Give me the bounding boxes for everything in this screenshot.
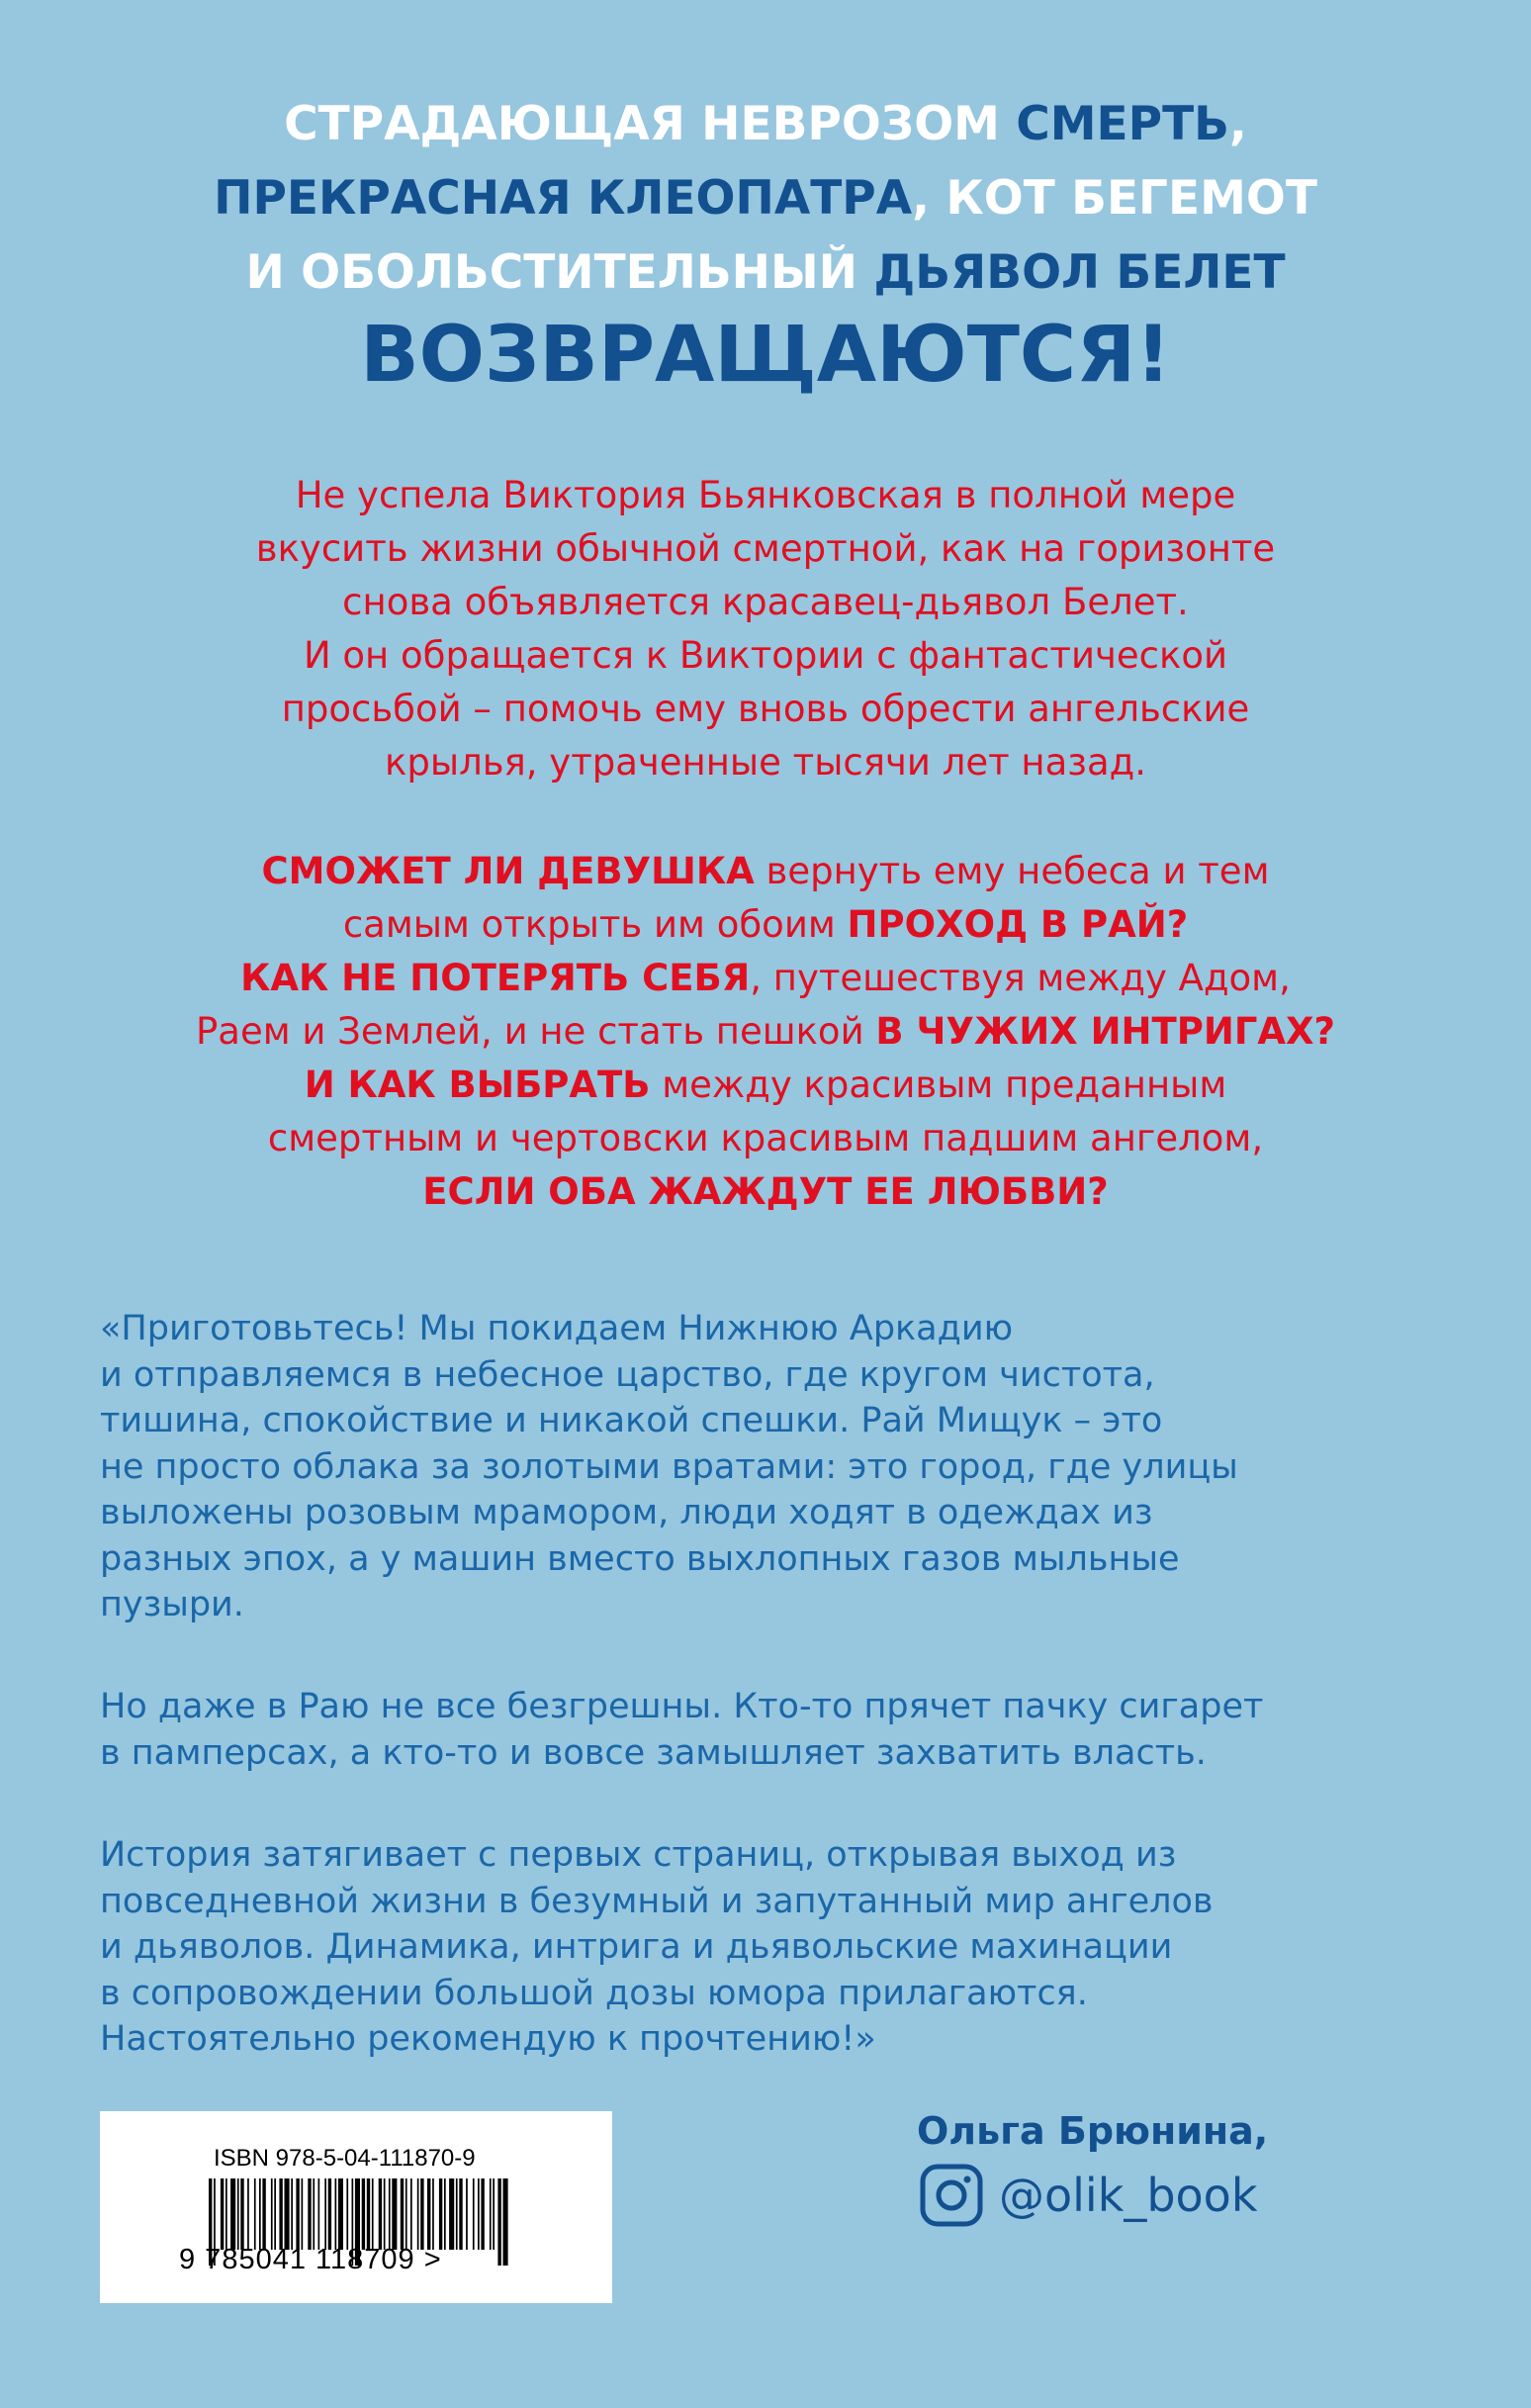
question-line — [0, 1005, 1531, 1059]
barcode-bar — [449, 2178, 454, 2250]
barcode-bar — [392, 2178, 397, 2250]
headline-main: ВОЗВРАЩАЮТСЯ! — [360, 311, 1171, 400]
barcode-bar — [478, 2178, 480, 2250]
intro-line: И он обращается к Виктории с фантастической — [303, 634, 1228, 677]
barcode-bar — [291, 2178, 293, 2250]
barcode-bar — [427, 2178, 430, 2250]
review-line: История затягивает с первых страниц, открывая выход из — [100, 1835, 1177, 1875]
question-line — [0, 898, 1531, 952]
question-emphasis: В ЧУЖИХ ИНТРИГАХ? — [875, 1010, 1336, 1053]
barcode-bar — [503, 2178, 508, 2266]
question-emphasis: ЕСЛИ ОБА ЖАЖДУТ ЕЕ ЛЮБВИ? — [422, 1170, 1109, 1213]
review-line: не просто облака за золотыми вратами: это город, где улицы — [100, 1446, 1238, 1487]
barcode-bar — [230, 2178, 235, 2250]
barcode-bar — [481, 2178, 484, 2250]
barcode-bar — [367, 2178, 370, 2250]
barcode-bar — [324, 2178, 326, 2250]
barcode-digits: 9 785041 118709 > — [179, 2244, 442, 2275]
barcode-bar — [401, 2178, 404, 2250]
question-line — [0, 845, 1531, 898]
question-text: самым открыть им обоим — [342, 903, 848, 946]
question-emphasis: КАК НЕ ПОТЕРЯТЬ СЕБЯ — [240, 957, 751, 999]
barcode-bar — [490, 2178, 492, 2250]
intro-line: Не успела Виктория Бьянковская в полной мере — [295, 474, 1236, 516]
intro-line: снова объявляется красавец-дьявол Белет. — [342, 581, 1189, 623]
barcode-bar — [274, 2178, 276, 2250]
intro-line: вкусить жизни обычной смертной, как на горизонте — [255, 527, 1276, 570]
question-line — [0, 1059, 1531, 1112]
headline-line-3 — [0, 235, 1531, 310]
barcode-bar — [221, 2178, 224, 2250]
review-line: «Приготовьтесь! Мы покидаем Нижнюю Аркадию — [100, 1309, 1014, 1348]
headline-text: СТРАДАЮЩАЯ НЕВРОЗОМ — [284, 97, 1017, 151]
question-emphasis: И КАК ВЫБРАТЬ — [304, 1064, 651, 1106]
intro-line: крылья, утраченные тысячи лет назад. — [385, 741, 1146, 784]
barcode-bar — [379, 2178, 382, 2250]
review-line: разных эпох, а у машин вместо выхлопных газов мыльные — [100, 1538, 1180, 1579]
review-line: пузыри. — [100, 1585, 244, 1624]
instagram-handle: @olik_book — [999, 2169, 1258, 2222]
barcode-bar — [313, 2178, 315, 2250]
intro-paragraph — [0, 469, 1531, 789]
review-paragraph-3 — [100, 1832, 1455, 2063]
barcode-bar — [318, 2178, 320, 2250]
barcode-bar — [247, 2178, 249, 2250]
barcode-bar — [362, 2178, 365, 2250]
headline — [0, 87, 1531, 405]
barcode-bar — [302, 2178, 304, 2250]
barcode-bar — [432, 2178, 434, 2250]
barcode-bar — [459, 2178, 462, 2250]
intro-line: просьбой – помочь ему вновь обрести ангельские — [281, 688, 1250, 730]
barcode-bar — [285, 2178, 290, 2250]
barcode-bar — [372, 2178, 374, 2250]
headline-highlight: СМЕРТЬ — [1016, 97, 1229, 151]
barcode-bar — [410, 2178, 412, 2250]
isbn-label: ISBN 978-5-04-111870-9 — [214, 2145, 476, 2172]
barcode-bar — [456, 2178, 458, 2250]
question-emphasis: СМОЖЕТ ЛИ ДЕВУШКА — [261, 850, 755, 892]
barcode-box — [100, 2111, 612, 2303]
review-line: повседневной жизни в безумный и запутанный мир ангелов — [100, 1881, 1214, 1921]
barcode-bar — [384, 2178, 386, 2250]
barcode-bar — [279, 2178, 282, 2250]
review-line: выложены розовым мрамором, люди ходят в одеждах из — [100, 1493, 1153, 1532]
headline-text: , — [1229, 97, 1247, 151]
barcode-bar — [308, 2178, 311, 2250]
barcode-bar — [420, 2178, 423, 2250]
review-line: и отправляемся в небесное царство, где кругом чистота, — [100, 1354, 1155, 1395]
headline-highlight: ДЬЯВОЛ БЕЛЕТ — [873, 245, 1286, 300]
question-text: Раем и Землей, и не стать пешкой — [195, 1010, 876, 1053]
question-text: смертным и чертовски красивым падшим ангелом, — [267, 1117, 1264, 1159]
barcode-bar — [346, 2178, 348, 2250]
question-text: , путешествуя между Адом, — [750, 957, 1291, 999]
barcode-bar — [335, 2178, 337, 2250]
headline-text: И ОБОЛЬСТИТЕЛЬНЫЙ — [245, 245, 874, 300]
review-paragraph-1 — [100, 1306, 1455, 1628]
barcode-bar — [473, 2178, 475, 2250]
barcode-bar — [497, 2178, 500, 2266]
barcode-bar — [262, 2178, 265, 2250]
headline-highlight: ПРЕКРАСНАЯ КЛЕОПАТРА — [214, 171, 913, 226]
barcode-bar — [405, 2178, 407, 2250]
instagram-icon — [919, 2163, 984, 2228]
question-line — [0, 1112, 1531, 1165]
author-name: Ольга Брюнина, — [917, 2109, 1269, 2153]
barcode-bar — [254, 2178, 256, 2250]
barcode-bar — [328, 2178, 331, 2250]
questions-paragraph — [0, 845, 1531, 1219]
headline-line-2 — [0, 161, 1531, 235]
barcode-bar — [466, 2178, 468, 2250]
barcode-bar — [225, 2178, 227, 2250]
question-text: между красивым преданным — [650, 1064, 1227, 1106]
review-line: в сопровождении большой дозы юмора прилагаются. — [100, 1973, 1088, 2013]
barcode-bar — [389, 2178, 391, 2250]
question-line — [0, 1165, 1531, 1219]
review-line: и дьяволов. Динамика, интрига и дьявольские махинации — [100, 1927, 1173, 1967]
barcode-bar — [444, 2178, 446, 2250]
barcode-bar — [237, 2178, 239, 2250]
barcode-bar — [417, 2178, 419, 2250]
question-emphasis: ПРОХОД В РАЙ? — [847, 903, 1189, 946]
barcode-bar — [296, 2178, 299, 2250]
barcode-bar — [493, 2178, 495, 2250]
review-paragraph-2 — [100, 1684, 1455, 1776]
barcode-bar — [439, 2178, 442, 2250]
barcode-bar — [338, 2178, 343, 2250]
review-line: тишина, спокойствие и никакой спешки. Рай Мищук – это — [100, 1401, 1163, 1440]
barcode-bar — [240, 2178, 243, 2250]
review-line: Настоятельно рекомендую к прочтению!» — [100, 2019, 876, 2059]
question-line — [0, 952, 1531, 1005]
headline-text: , КОТ БЕГЕМОТ — [912, 171, 1317, 226]
question-text: вернуть ему небеса и тем — [754, 850, 1270, 892]
review-line: в памперсах, а кто-то и вовсе замышляет захватить власть. — [100, 1732, 1207, 1773]
barcode-bar — [259, 2178, 261, 2250]
review-line: Но даже в Раю не все безгрешны. Кто-то прячет пачку сигарет — [100, 1687, 1264, 1726]
headline-line-1 — [0, 87, 1531, 161]
barcode-bar — [271, 2178, 273, 2250]
